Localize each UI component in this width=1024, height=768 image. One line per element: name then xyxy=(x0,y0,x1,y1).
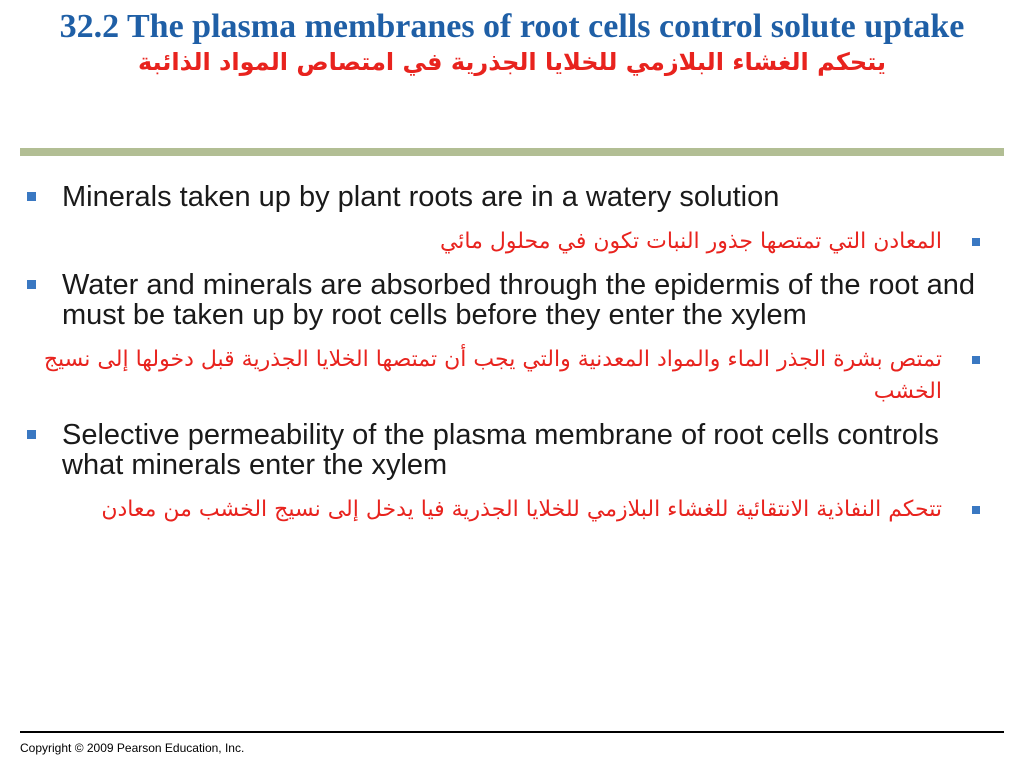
square-bullet-icon xyxy=(972,506,980,514)
title-english: 32.2 The plasma membranes of root cells control solute uptake xyxy=(59,8,965,45)
footer-divider xyxy=(20,731,1004,733)
square-bullet-icon xyxy=(27,280,36,289)
bullet-item-en-1 xyxy=(20,182,1004,212)
bullet-text: Selective permeability of the plasma membrane of root cells controls what minerals enter the xylem xyxy=(62,419,939,481)
bullet-text: المعادن التي تمتصها جذور النبات تكون في محلول مائي xyxy=(439,229,942,254)
title-arabic: يتحكم الغشاء البلازمي للخلايا الجذرية في امتصاص المواد الذائبة xyxy=(138,48,886,76)
bullet-item-ar-1 xyxy=(20,226,1004,258)
square-bullet-icon xyxy=(972,238,980,246)
bullet-text: تتحكم النفاذية الانتقائية للغشاء البلازمي للخلايا الجذرية فيا يدخل إلى نسيج الخشب من معادن xyxy=(101,497,942,522)
slide-title xyxy=(20,8,1004,79)
square-bullet-icon xyxy=(972,356,980,364)
title-divider xyxy=(20,148,1004,156)
bullet-item-en-2 xyxy=(20,270,1004,330)
copyright-notice: Copyright © 2009 Pearson Education, Inc. xyxy=(20,741,245,755)
bullet-list xyxy=(20,182,1004,538)
bullet-item-ar-3 xyxy=(20,494,1004,526)
bullet-item-ar-2 xyxy=(20,344,1004,408)
square-bullet-icon xyxy=(27,430,36,439)
bullet-text: Water and minerals are absorbed through the epidermis of the root and must be taken up by root cells before they enter the xylem xyxy=(62,269,975,331)
bullet-text: تمتص بشرة الجذر الماء والمواد المعدنية والتي يجب أن تمتصها الخلايا الجذرية قبل دخولها إلى نسيج الخشب xyxy=(43,347,942,404)
square-bullet-icon xyxy=(27,192,36,201)
bullet-text: Minerals taken up by plant roots are in a watery solution xyxy=(62,181,780,213)
bullet-item-en-3 xyxy=(20,420,1004,480)
